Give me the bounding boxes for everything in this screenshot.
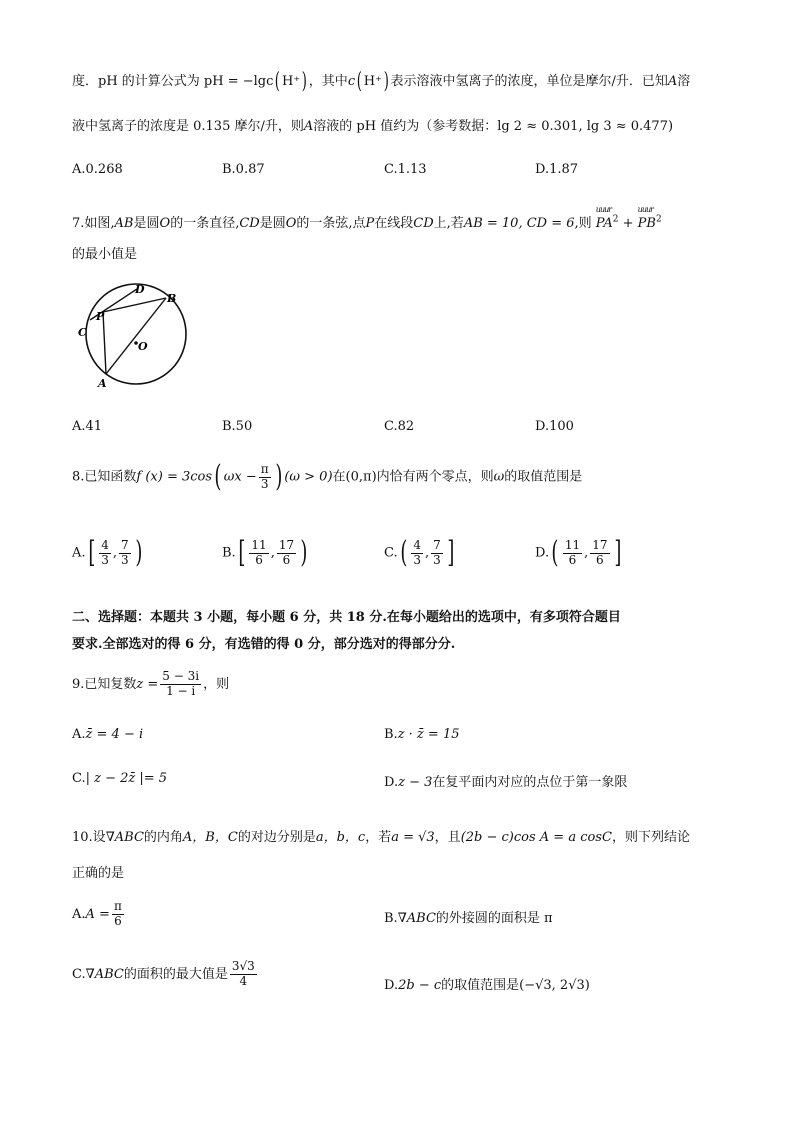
q6-text: 度．pH 的计算公式为 pH = −lgc [72,74,274,89]
q7-option-c: C.82 [384,419,415,434]
frac-num: 5 − 3i [162,669,200,683]
q9-option-d [384,771,627,790]
q7-text: 的一条弦,点 [296,216,366,231]
q10-stem-line2: 正确的是 [72,866,125,881]
q6-text: ，其中 [308,74,348,89]
option-text: 的面积的最大值是 [123,966,228,982]
frac [249,539,268,568]
q8-text: 的取值范围是 [504,469,583,485]
q7-text: 的一条直径, [170,216,240,231]
q9-option-c [72,771,167,786]
frac [431,539,443,568]
frac-num: 4 [101,537,109,552]
q6-h-ion: H⁺ [282,74,301,89]
q8-option-c: C.( $\frac{4}{3}$ , $\frac{7}{3}$ ] [384,535,455,570]
q7-stem [72,205,662,231]
q6-line1: 度．pH 的计算公式为 pH = −lgc( H⁺) ，其中c( H⁺) 表示溶液中氢离子的浓度，单位是摩尔/升．已知A溶 [72,68,691,94]
q7-option-d: D.100 [535,419,574,434]
frac-num: 3√3 [231,959,255,973]
q7-option-b: B.50 [222,419,253,434]
frac [590,539,609,568]
q7-var: P [365,216,375,231]
q8-text: 8.已知函数 [72,469,137,485]
q7-text: 上,若 [433,216,464,231]
q10-stem [72,826,690,845]
q8-text: 在 [332,469,346,485]
q8-arg: ωx − [223,469,257,485]
frac-den: 4 [230,974,257,989]
bracket-left: [ [238,535,246,570]
bracket-right: ] [613,535,621,570]
frac-den: 1 − i [160,684,201,699]
frac-num: 17 [592,537,608,552]
q8-fraction [259,463,271,492]
q6-option-d: D.1.87 [535,162,579,177]
q8-cond: (ω > 0) [284,469,333,485]
q7-text: 是圆 [259,216,286,231]
option-math: 2b − c [398,978,442,993]
bracket-left: ( [399,535,407,570]
q7-text: 是圆 [133,216,160,231]
option-label: C. [72,966,86,982]
q7-var: CD [239,216,260,231]
frac [119,539,131,568]
option-label: A. [72,906,86,922]
q7-plus: + [622,216,634,231]
frac-num: 17 [278,537,295,552]
q6-c: c [347,74,356,89]
label-d: D [135,283,145,296]
option-math: A = [85,906,110,922]
label-o: O [138,340,148,353]
q10-option-d [384,974,590,993]
q6-var: A [667,74,678,89]
frac-den: 6 [590,553,609,568]
q10-sides: a，b，c [315,830,366,845]
q7-cond: AB = 10, CD = 6 [463,216,575,231]
option-label: D. [535,545,550,561]
vector-arrow-mark: uuur [595,205,612,214]
q6-var: A [303,119,314,134]
q6-option-b: B.0.87 [222,162,265,177]
option-label: A. [72,727,86,742]
q7-var: CD [413,216,434,231]
q7-vector-pb [637,205,656,231]
frac-num: 7 [121,537,129,552]
option-fraction [112,900,124,929]
q8-text: 内恰有两个零点，则 [376,469,494,485]
q10-cond1: a = √3 [391,830,435,845]
q8-option-a: A.[ $\frac{4}{3}$ , $\frac{7}{3}$ ) [72,535,143,570]
option-text: 的外接圆的面积是 π [435,911,553,926]
frac-den: 6 [249,553,268,568]
frac [563,539,582,568]
frac-den: 3 [101,552,109,567]
frac-num: π [260,461,269,476]
frac [277,539,296,568]
q8-interval: (0,π) [345,469,377,485]
q6-text: 溶 [677,74,691,89]
section2-heading-line1: 二、选择题：本题共 3 小题，每小题 6 分，共 18 分.在每小题给出的选项中，有多项符合题目 [72,610,621,625]
bracket-right: ) [300,535,308,570]
q6-line2 [72,115,673,134]
frac-den: 6 [112,914,124,929]
frac-num: 4 [413,537,421,552]
option-label: C. [72,771,86,786]
q6-text: 溶液的 pH 值约为（参考数据：lg 2 ≈ 0.301, lg 3 ≈ 0.477) [313,119,674,134]
option-text: 的取值范围是 [441,978,520,993]
option-label: B. [384,727,398,742]
q6-text: 液中氢离子的浓度是 0.135 摩尔/升，则 [72,119,304,134]
q7-stem-line2: 的最小值是 [72,247,138,262]
label-p: P [96,310,105,323]
frac-num: 11 [251,537,267,552]
q7-vector-pa [595,205,613,231]
q8-omega: ω [493,469,505,485]
q6-option-a: A.0.268 [72,162,123,177]
vector-arrow-mark: uuur [637,205,653,214]
q8-stem: 8.已知函数f (x) = 3cos( ωx − $\frac{\pi}{3}$ ) (ω > 0)在(0,π)内恰有两个零点，则ω的取值范围是 [72,459,583,494]
option-math: ∇ABC [397,911,436,926]
q10-angles: A，B，C [182,830,238,845]
q10-text: 的内角 [143,830,183,845]
option-math: z · z̄ = 15 [397,727,460,742]
q10-text: 的对边分别是 [237,830,316,845]
q7-text: 在线段 [374,216,414,231]
frac-den: 6 [277,553,296,568]
q10-option-a [72,900,126,929]
label-b: B [167,292,177,305]
option-text: 在复平面内对应的点位于第一象限 [432,775,628,790]
option-label: B. [222,545,236,561]
q9-stem [72,670,229,699]
bracket-right: ] [447,535,455,570]
q7-var: O [159,216,171,231]
q8-function: f (x) = 3cos [136,469,213,485]
frac-den: 3 [433,552,441,567]
bracket-left: ( [551,535,559,570]
q7-var: O [285,216,297,231]
frac-den: 3 [413,552,421,567]
q10-text: ，则下列结论 [611,830,690,845]
q10-text: ，若 [365,830,392,845]
q6-h-ion: H⁺ [363,74,382,89]
q7-square: 2 [612,214,619,225]
option-fraction [230,960,257,989]
frac [411,539,423,568]
q9-text: 9.已知复数 [72,676,137,692]
q9-option-a [72,727,143,742]
label-c: C [78,326,87,339]
q6-option-c: C.1.13 [384,162,427,177]
frac-den: 6 [563,553,582,568]
option-label: C. [384,545,398,561]
q10-cond2: (2b − c)cos A = a cosC [460,830,612,845]
q7-pb: PB [637,216,656,231]
frac-den: 3 [259,477,271,492]
option-math: ∇ABC [85,966,124,982]
option-math: | z − 2z̄ |= 5 [85,771,168,786]
frac-num: π [113,899,122,913]
q10-option-c [72,960,259,989]
bracket-right: ) [135,535,143,570]
option-label: A. [72,545,86,561]
option-label: D. [384,978,399,993]
frac-num: 11 [564,537,581,552]
q10-triangle: ∇ABC [105,830,144,845]
q9-z: z = [136,676,159,692]
bracket-left: [ [87,535,95,570]
label-a: A [98,377,107,390]
q7-text: 7.如图, [72,216,115,231]
option-math: z̄ = 4 − i [85,727,144,742]
q7-var: AB [114,216,134,231]
option-label: B. [384,911,398,926]
q7-option-a: A.41 [72,419,103,434]
option-math: z − 3 [398,775,433,790]
option-label: D. [384,775,399,790]
q9-fraction [160,670,201,699]
frac-num: 7 [433,537,441,552]
q9-option-b [384,727,459,742]
option-math: (−√3, 2√3) [519,978,590,993]
q8-option-d: D.( $\frac{11}{6}$ , $\frac{17}{6}$ ] [535,535,621,570]
q7-square: 2 [655,214,662,225]
q10-option-b [384,907,553,926]
frac-den: 3 [121,552,129,567]
q10-text: 10.设 [72,830,106,845]
section2-heading-line2: 要求.全部选对的得 6 分，有选错的得 0 分，部分选对的得部分分. [72,637,456,652]
q7-text: ,则 [574,216,592,231]
circle-figure [72,276,190,394]
q7-pa: PA [595,216,613,231]
q8-option-b: B.[ $\frac{11}{6}$ , $\frac{17}{6}$ ) [222,535,308,570]
frac [99,539,111,568]
q10-text: ，且 [434,830,461,845]
q6-text: 表示溶液中氢离子的浓度，单位是摩尔/升．已知 [390,74,668,89]
q9-text: ，则 [203,676,230,692]
